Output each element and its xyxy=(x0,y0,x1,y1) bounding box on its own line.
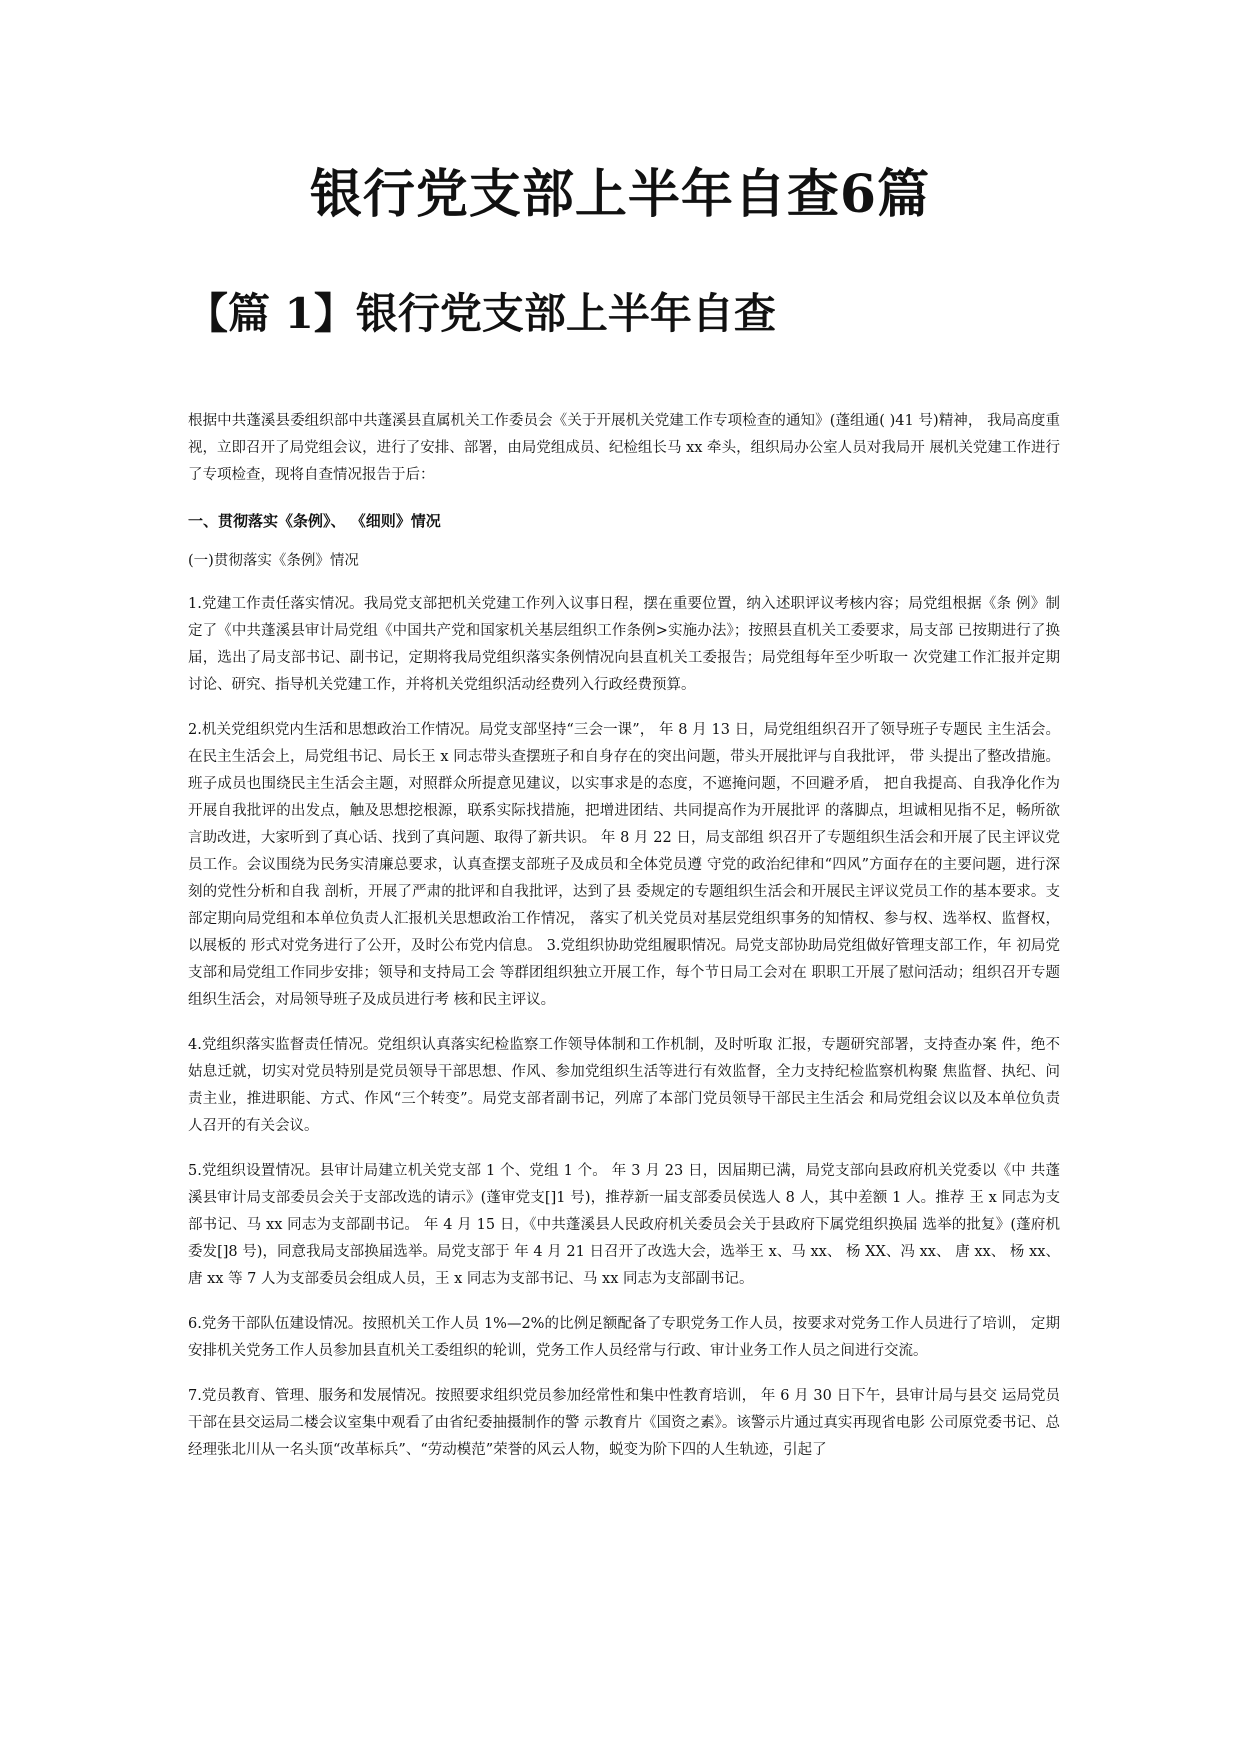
paragraph-1: 1.党建工作责任落实情况。我局党支部把机关党建工作列入议事日程，摆在重要位置，纳入述职评议考核内容；局党组根据《条 例》制定了《中共蓬溪县审计局党组《中国共产党和国家机关基层组织工作条例>实施办法》；按照县直机关工委要求，局支部 已按期进行了换届，选出了局支部书记、副书记，定期将我局党组织落实条例情况向县直机关工委报告；局党组每年至少听取一 次党建工作汇报并定期讨论、研究、指导机关党建工作，并将机关党组织活动经费列入行政经费预算。 xyxy=(188,596,1060,693)
paragraph-3: 4.党组织落实监督责任情况。党组织认真落实纪检监察工作领导体制和工作机制，及时听取 汇报，专题研究部署，支持查办案 件，绝不姑息迁就，切实对党员特别是党员领导干部思想、作风、参加党组织生活等进行有效监督，全力支持纪检监察机构聚 焦监督、执纪、问责主业，推进职能、方式、作风“三个转变”。局党支部者副书记，列席了本部门党员领导干部民主生活会 和局党组会议以及本单位负责人召开的有关会议。 xyxy=(188,1037,1060,1134)
document-title: 银行党支部上半年自查6篇 xyxy=(309,164,931,225)
document-body xyxy=(188,408,1060,1482)
subheading-1: (一)贯彻落实《条例》情况 xyxy=(188,553,359,569)
paragraph-5: 6.党务干部队伍建设情况。按照机关工作人员 1%—2%的比例足额配备了专职党务工作人员，按要求对党务工作人员进行了培训， 定期安排机关党务工作人员参加县直机关工委组织的轮训，党务工作人员经常与行政、审计业务工作人员之间进行交流。 xyxy=(188,1316,1060,1359)
paragraph-4: 5.党组织设置情况。县审计局建立机关党支部 1 个、党组 1 个。 年 3 月 23 日，因届期已满，局党支部向县政府机关党委以《中 共蓬溪县审计局支部委员会关于支部改选的请示》(蓬审党支[]1 号)，推荐新一届支部委员侯选人 8 人，其中差额 1 人。推荐 王 x 同志为支部书记、马 xx 同志为支部副书记。 年 4 月 15 日，《中共蓬溪县人民政府机关委员会关于县政府下属党组织换届 选举的批复》(蓬府机委发[]8 号)，同意我局支部换届选举。局党支部于 年 4 月 21 日召开了改选大会，选举王 x、马 xx、 杨 XX、冯 xx、 唐 xx、 杨 xx、 唐 xx 等 7 人为支部委员会组成人员，王 x 同志为支部书记、马 xx 同志为支部副书记。 xyxy=(188,1163,1060,1287)
heading-1: 一、贯彻落实《条例》、 《细则》情况 xyxy=(188,512,441,530)
section-title: 【篇 1】银行党支部上半年自查 xyxy=(186,289,776,338)
paragraph-6: 7.党员教育、管理、服务和发展情况。按照要求组织党员参加经常性和集中性教育培训， 年 6 月 30 日下午，县审计局与县交 运局党员干部在县交运局二楼会议室集中观看了由省纪委抽摄制作的警 示教育片《国资之素》。该警示片通过真实再现省电影 公司原党委书记、总经理张北川从一名头顶“改革标兵”、“劳动模范”荣誉的风云人物，蜕变为阶下四的人生轨迹，引起了 xyxy=(188,1388,1060,1458)
paragraph-2: 2.机关党组织党内生活和思想政治工作情况。局党支部坚持“三会一课”， 年 8 月 13 日，局党组组织召开了领导班子专题民 主生活会。在民主生活会上，局党组书记、局长王 x 同志带头查摆班子和自身存在的突出问题，带头开展批评与自我批评， 带 头提出了整改措施。班子成员也围绕民主生活会主题，对照群众所提意见建议，以实事求是的态度，不遮掩问题，不回避矛盾， 把自我提高、自我净化作为开展自我批评的出发点，触及思想挖根源，联系实际找措施，把增进团结、共同提高作为开展批评 的落脚点，坦诚相见指不足，畅所欲言助改进，大家听到了真心话、找到了真问题、取得了新共识。 年 8 月 22 日，局支部组 织召开了专题组织生活会和开展了民主评议党员工作。会议围绕为民务实清廉总要求，认真查摆支部班子及成员和全体党员遵 守党的政治纪律和“四风”方面存在的主要问题，进行深刻的党性分析和自我 剖析，开展了严肃的批评和自我批评，达到了县 委规定的专题组织生活会和开展民主评议党员工作的基本要求。支部定期向局党组和本单位负责人汇报机关思想政治工作情况， 落实了机关党员对基层党组织事务的知情权、参与权、选举权、监督权，以展板的 形式对党务进行了公开，及时公布党内信息。 3.党组织协助党组履职情况。局党支部协助局党组做好管理支部工作，年 初局党支部和局党组工作同步安排；领导和支持局工会 等群团组织独立开展工作，每个节日局工会对在 职职工开展了慰问活动；组织召开专题组织生活会，对局领导班子及成员进行考 核和民主评议。 xyxy=(188,722,1060,1008)
intro-paragraph: 根据中共蓬溪县委组织部中共蓬溪县直属机关工作委员会《关于开展机关党建工作专项检查的通知》(蓬组通( )41 号)精神， 我局高度重视，立即召开了局党组会议，进行了安排、部署，由局党组成员、纪检组长马 xx 牵头，组织局办公室人员对我局开 展机关党建工作进行了专项检查，现将自查情况报告于后： xyxy=(188,413,1060,483)
